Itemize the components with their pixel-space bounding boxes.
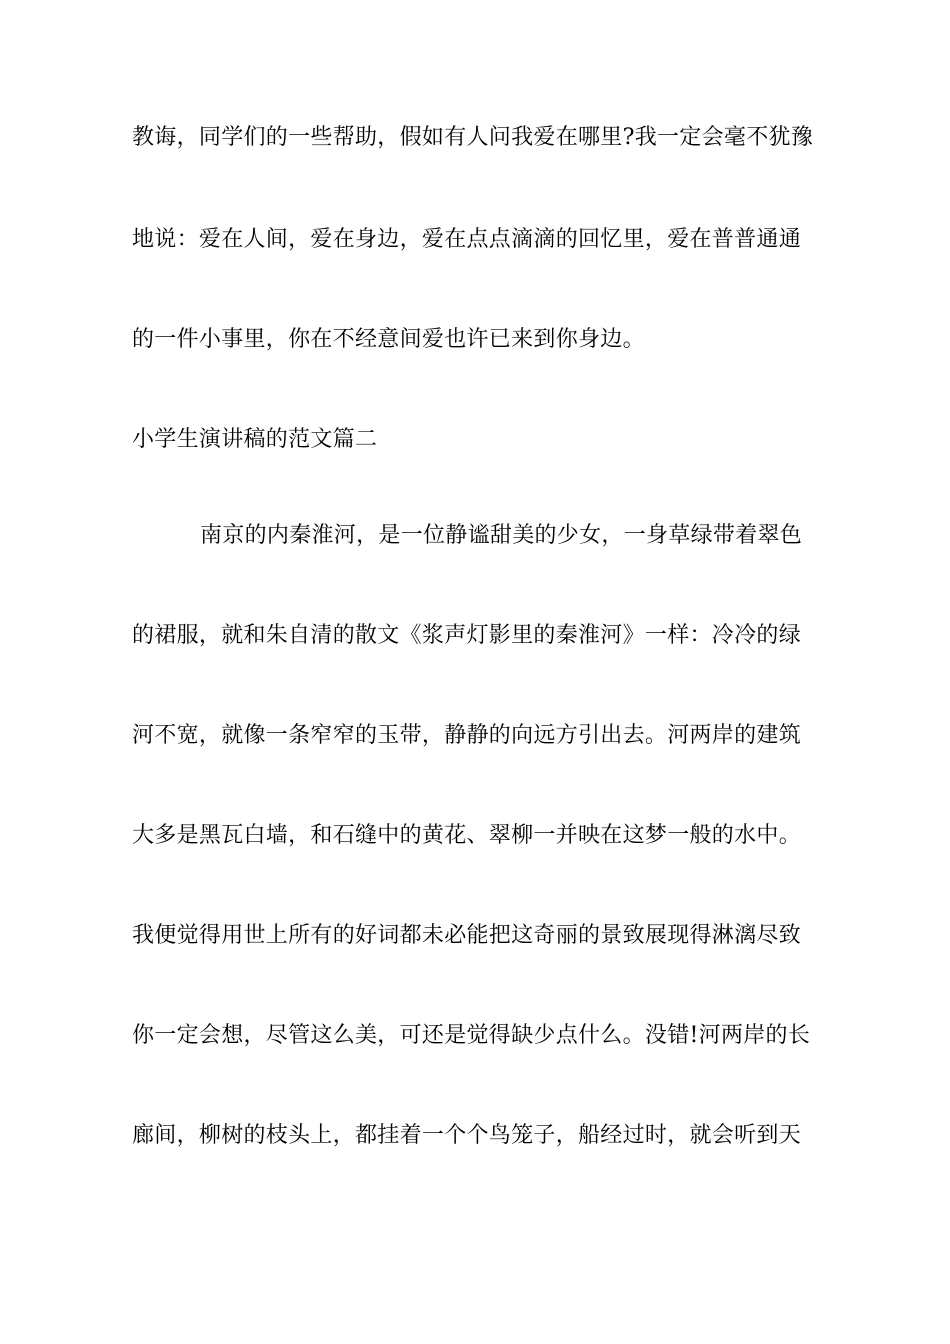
paragraph-line: 河不宽，就像一条窄窄的玉带，静静的向远方引出去。河两岸的建筑 [132, 723, 802, 748]
paragraph-line: 地说：爱在人间，爱在身边，爱在点点滴滴的回忆里，爱在普普通通 [132, 227, 802, 252]
section-heading: 小学生演讲稿的范文篇二 [132, 427, 378, 452]
paragraph-line: 南京的内秦淮河，是一位静谧甜美的少女，一身草绿带着翠色 [200, 523, 803, 548]
paragraph-line: 的一件小事里，你在不经意间爱也许已来到你身边。 [132, 327, 645, 352]
paragraph-line: 大多是黑瓦白墙，和石缝中的黄花、翠柳一并映在这梦一般的水中。 [132, 823, 802, 848]
paragraph-line: 教诲，同学们的一些帮助，假如有人问我爱在哪里?我一定会毫不犹豫 [132, 125, 814, 150]
paragraph-line: 我便觉得用世上所有的好词都未必能把这奇丽的景致展现得淋漓尽致 [132, 923, 802, 948]
paragraph-line: 你一定会想，尽管这么美，可还是觉得缺少点什么。没错!河两岸的长 [132, 1023, 811, 1048]
paragraph-line: 的裙服，就和朱自清的散文《浆声灯影里的秦淮河》一样：冷冷的绿 [132, 623, 802, 648]
paragraph-line: 廊间，柳树的枝头上，都挂着一个个鸟笼子，船经过时，就会听到天 [132, 1123, 802, 1148]
